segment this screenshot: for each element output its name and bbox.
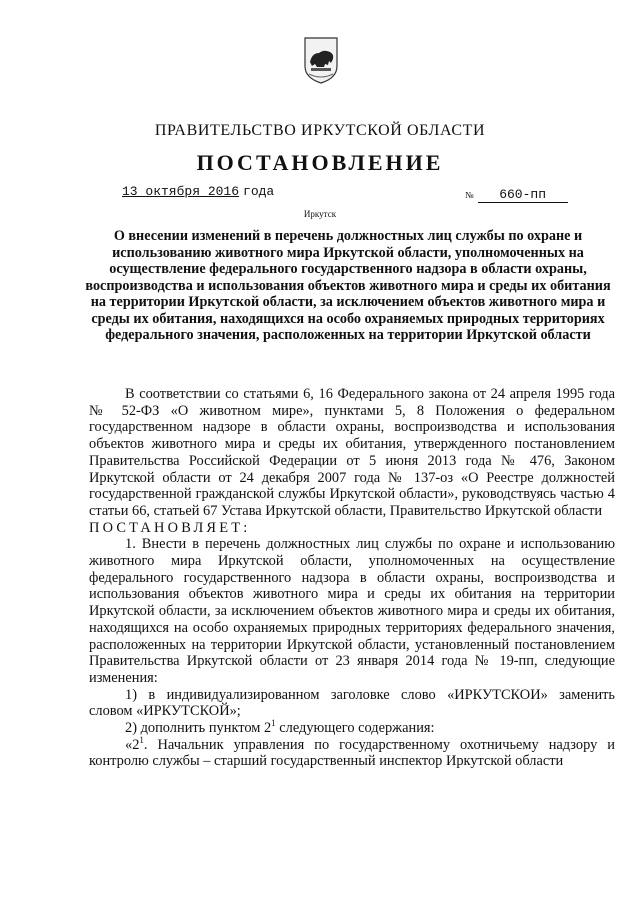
document-date bbox=[122, 184, 274, 199]
paragraph-new-point: «$2^1$. Начальник управления по государственному охотничьему надзору и контролю службы – старший государственный инспектор Иркутской области bbox=[89, 734, 615, 770]
date-value: 13 октября 2016 bbox=[122, 184, 240, 199]
date-suffix: года bbox=[243, 184, 275, 199]
document-kind: ПОСТАНОВЛЕНИЕ bbox=[196, 150, 444, 175]
paragraph-preamble: В соответствии со статьями 6, 16 Федерального закона от 24 апреля 1995 года № 52-ФЗ «О животном мире», пунктами 5, 8 Положения о федеральном государственном надзоре в области охраны, воспроизводства и использования объектов животного мира и среды их обитания, утвержденного постановлением Правительства Российской Федерации от 5 июня 2013 года № 476, Законом Иркутской области от 24 декабря 2007 года № 137-оз «О Реестре должностей государственной гражданской службы Иркутской области», руководствуясь частью 4 статьи 66, статьей 67 Устава Иркутской области, Правительство Иркутской области bbox=[89, 386, 615, 519]
number-label: № bbox=[465, 190, 474, 200]
document-body bbox=[89, 386, 615, 770]
city: Иркутск bbox=[303, 209, 337, 219]
document-number bbox=[465, 187, 568, 203]
paragraph-subitem-2: 2) дополнить пунктом $2^1$ следующего содержания: bbox=[125, 718, 435, 737]
coat-of-arms-icon bbox=[303, 36, 339, 84]
government-name: ПРАВИТЕЛЬСТВО ИРКУТСКОЙ ОБЛАСТИ bbox=[154, 122, 486, 139]
number-value: 660-пп bbox=[478, 187, 568, 203]
document-title: О внесении изменений в перечень должностных лиц службы по охране и использованию животного мира Иркутской области, уполномоченных на осуществление федерального государственного надзора в области охраны, воспроизводства и использования объектов животного мира и среды их обитания на территории Иркутской области, за исключением объектов животного мира и среды их обитания, находящихся на особо охраняемых природных территориях федерального значения, расположенных на территории Иркутской области bbox=[85, 228, 611, 343]
paragraph-subitem-1: 1) в индивидуализированном заголовке слово «ИРКУТСКОИ» заменить словом «ИРКУТСКОЙ»; bbox=[89, 686, 615, 720]
paragraph-item-1: 1. Внести в перечень должностных лиц службы по охране и использованию животного мира Иркутской области, уполномоченных на осуществление федерального государственного надзора в области охраны, воспроизводства и использования объектов животного мира и среды их обитания на территории Иркутской области, за исключением объектов животного мира и среды их обитания, находящихся на особо охраняемых природных территориях федерального значения, расположенных на территории Иркутской области, установленный постановлением Правительства Иркутской области от 23 января 2014 года № 19-пп, следующие изменения: bbox=[89, 536, 615, 686]
decree-word: ПОСТАНОВЛЯЕТ: bbox=[89, 519, 251, 536]
